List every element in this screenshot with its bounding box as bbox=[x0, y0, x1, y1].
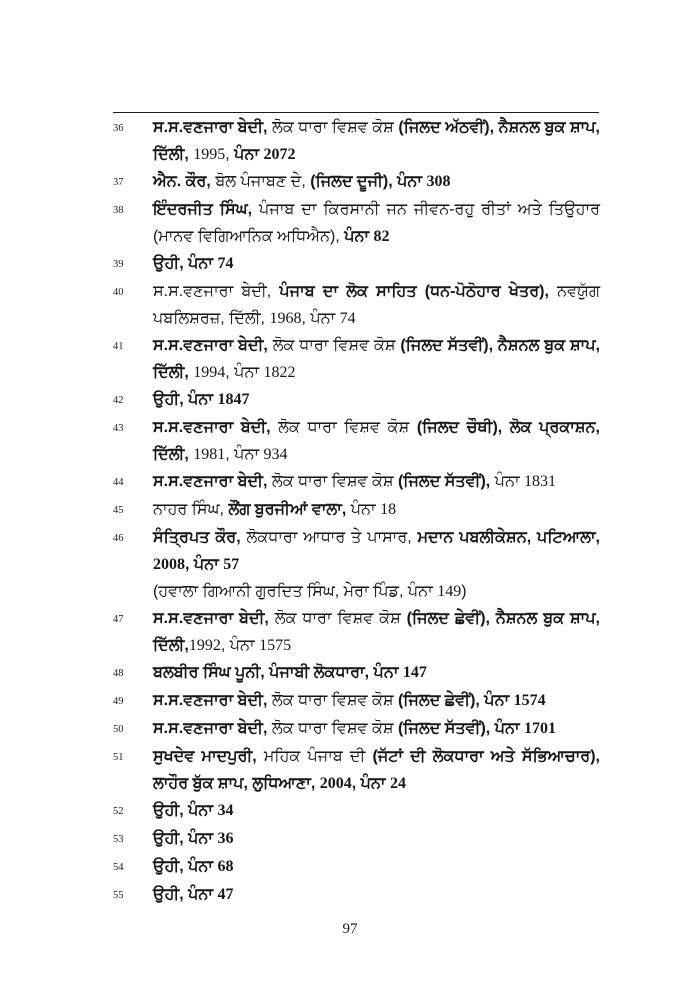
footnote-segment: ਮਹਿਕ ਪੰਜਾਬ ਦੀ bbox=[263, 748, 373, 765]
footnote-segment: ਐਨ. ਕੌਰ, bbox=[153, 173, 216, 190]
footnote-number: 38 bbox=[113, 205, 124, 216]
numeral: 308 bbox=[426, 173, 451, 190]
footnote-segment: ਬੋਲ ਪੰਜਾਬਣ ਦੇ, bbox=[215, 173, 311, 190]
footnote-segment: (ਜਿਲਦ ਛੇਵੀਂ), ਨੈਸ਼ਨਲ ਬੁਕ ਸ਼ਾਪ, ਦਿੱਲੀ, bbox=[153, 610, 601, 654]
footnote-paragraph bbox=[153, 332, 600, 386]
footnote-segment: ਲੋਕ ਧਾਰਾ ਵਿਸ਼ਵ ਕੋਸ਼ bbox=[271, 692, 398, 709]
footnote-text bbox=[153, 250, 600, 277]
footnote-segment: ਸੁਖਦੇਵ ਮਾਦਪੁਰੀ, bbox=[153, 748, 264, 765]
footnote-row bbox=[113, 196, 600, 250]
footnote-number: 43 bbox=[113, 423, 124, 434]
footnote-segment: ਲੋਕਧਾਰਾ ਆਧਾਰ ਤੇ ਪਾਸਾਰ, bbox=[246, 529, 418, 546]
numeral: 1981 bbox=[193, 446, 226, 463]
footnote-text bbox=[153, 114, 600, 168]
footnote-paragraph bbox=[153, 881, 600, 908]
footnote-paragraph bbox=[153, 468, 600, 495]
footnote-segment: ਲੋਕ ਧਾਰਾ ਵਿਸ਼ਵ ਕੋਸ਼ bbox=[274, 610, 407, 627]
footnote-segment: (ਹਵਾਲਾ ਗਿਆਨੀ ਗੁਰਦਿਤ ਸਿੰਘ, ਮੇਰਾ ਪਿੰਡ, ਪੰਨਾ 149) bbox=[153, 583, 467, 600]
footnote-row bbox=[113, 659, 600, 687]
numeral: 1995 bbox=[193, 146, 226, 163]
footnote-number: 49 bbox=[113, 696, 124, 707]
footnote-row bbox=[113, 114, 600, 168]
numeral: 1822 bbox=[263, 364, 296, 381]
footnote-segment: ਸ.ਸ.ਵਣਜਾਰਾ ਬੇਦੀ, bbox=[153, 692, 272, 709]
footnote-text bbox=[153, 605, 600, 659]
numeral: 149 bbox=[437, 583, 462, 600]
numeral: 2008 bbox=[153, 556, 185, 573]
footnote-segment: ਸ.ਸ.ਵਣਜਾਰਾ ਬੇਦੀ, bbox=[153, 119, 273, 136]
footnote-segment: ਮਦਾਨ ਪਬਲੀਕੇਸ਼ਨ, ਪਟਿਆਲਾ, 2008, ਪੰਨਾ 57 bbox=[153, 529, 600, 573]
footnote-number: 48 bbox=[113, 668, 124, 679]
footnote-number: 36 bbox=[113, 123, 124, 134]
footnote-number: 51 bbox=[113, 752, 124, 763]
footnote-text bbox=[153, 524, 600, 605]
footnote-segment: ਇੰਦਰਜੀਤ ਸਿੰਘ, bbox=[153, 201, 260, 218]
footnote-text bbox=[153, 496, 600, 523]
footnote-number: 41 bbox=[113, 341, 124, 352]
numeral: 82 bbox=[373, 228, 390, 245]
footnote-segment: ਲੋਕ ਧਾਰਾ ਵਿਸ਼ਵ ਕੋਸ਼ bbox=[271, 720, 398, 737]
numeral: 1701 bbox=[524, 720, 557, 737]
footnote-text bbox=[153, 687, 600, 714]
footnote-segment: ਸ.ਸ.ਵਣਜਾਰਾ ਬੇਦੀ, bbox=[153, 610, 275, 627]
footnote-paragraph bbox=[153, 278, 600, 332]
footnote-number: 39 bbox=[113, 259, 124, 270]
numeral: 24 bbox=[389, 775, 406, 792]
footnote-segment: ਉਹੀ, ਪੰਨਾ 47 bbox=[153, 886, 234, 903]
footnote-text bbox=[153, 468, 600, 495]
footnote-paragraph bbox=[153, 715, 600, 742]
footnote-text bbox=[153, 743, 600, 797]
footnote-segment: (ਜਿਲਦ ਅੱਠਵੀਂ), ਨੈਸ਼ਨਲ ਬੁਕ ਸ਼ਾਪ, ਦਿੱਲੀ, bbox=[153, 119, 600, 163]
footnote-row bbox=[113, 605, 600, 659]
footnote-segment: ਲੋਕ ਧਾਰਾ ਵਿਸ਼ਵ ਕੋਸ਼ bbox=[272, 337, 401, 354]
footnote-text bbox=[153, 168, 600, 195]
footnote-segment: (ਜੱਟਾਂ ਦੀ ਲੋਕਧਾਰਾ ਅਤੇ ਸੱਭਿਆਚਾਰ), ਲਾਹੌਰ ਬੁੱਕ ਸ਼ਾਪ, ਲੁਧਿਆਣਾ, 2004, ਪੰਨਾ 24 bbox=[153, 748, 600, 792]
footnote-paragraph bbox=[153, 168, 600, 195]
footnote-row bbox=[113, 250, 600, 278]
footnote-paragraph bbox=[153, 114, 600, 168]
footnote-segment: (ਜਿਲਦ ਚੌਥੀ), ਲੋਕ ਪ੍ਰਕਾਸ਼ਨ, ਦਿੱਲੀ, bbox=[153, 419, 600, 463]
footnote-row bbox=[113, 853, 600, 881]
footnote-segment: ਲੌਂਗ ਬੁਰਜੀਆਂ ਵਾਲਾ, bbox=[228, 501, 351, 518]
numeral: 36 bbox=[217, 830, 234, 847]
footnote-number: 54 bbox=[113, 862, 124, 873]
footnote-row bbox=[113, 715, 600, 743]
footnote-text bbox=[153, 881, 600, 908]
footnote-segment: ਪੰਜਾਬ ਦਾ ਕਿਰਸਾਨੀ ਜਨ ਜੀਵਨ-ਰਹੁ ਰੀਤਾਂ ਅਤੇ ਤਿਉਹਾਰ (ਮਾਨਵ ਵਿਗਿਆਨਿਕ ਅਧਿਐਨ), bbox=[153, 201, 601, 245]
footnote-row bbox=[113, 386, 600, 414]
footnote-segment: ਪੰਜਾਬ ਦਾ ਲੋਕ ਸਾਹਿਤ (ਧਨ-ਪੋਠੋਹਾਰ ਖੇਤਰ), bbox=[279, 283, 558, 300]
footnote-number: 46 bbox=[113, 533, 124, 544]
footnote-segment: (ਜਿਲਦ ਦੂਜੀ), ਪੰਨਾ 308 bbox=[310, 173, 451, 190]
footnote-number: 55 bbox=[113, 890, 124, 901]
numeral: 2004 bbox=[319, 775, 352, 792]
footnote-text bbox=[153, 715, 600, 742]
numeral: 1992 bbox=[188, 637, 221, 654]
footnote-segment: (ਜਿਲਦ ਸੱਤਵੀਂ), ਨੈਸ਼ਨਲ ਬੁਕ ਸ਼ਾਪ, ਦਿੱਲੀ, bbox=[153, 337, 600, 381]
numeral: 68 bbox=[217, 858, 234, 875]
footnote-row bbox=[113, 524, 600, 605]
footnote-text bbox=[153, 797, 600, 824]
footnote-segment: ਪੰਨਾ 82 bbox=[344, 228, 390, 245]
footnote-paragraph bbox=[153, 250, 600, 277]
footnote-text bbox=[153, 332, 600, 386]
footnote-segment: ਨਾਹਰ ਸਿੰਘ, bbox=[153, 501, 229, 518]
footnote-paragraph bbox=[153, 524, 600, 578]
numeral: 934 bbox=[263, 446, 288, 463]
footnote-paragraph bbox=[153, 825, 600, 852]
numeral: 74 bbox=[217, 255, 234, 272]
footnote-number: 53 bbox=[113, 834, 124, 845]
footnote-segment: ਉਹੀ, ਪੰਨਾ 68 bbox=[153, 858, 234, 875]
footnote-number: 45 bbox=[113, 505, 124, 516]
footnote-segment: ਲੋਕ ਧਾਰਾ ਵਿਸ਼ਵ ਕੋਸ਼ bbox=[271, 473, 398, 490]
footnote-segment: ਨਵਯੁੱਗ ਪਬਲਿਸ਼ਰਜ਼, ਦਿੱਲੀ, 1968, ਪੰਨਾ 74 bbox=[153, 283, 600, 327]
numeral: 1968 bbox=[269, 310, 302, 327]
footnote-number: 40 bbox=[113, 287, 124, 298]
footnote-segment: (ਜਿਲਦ ਸੱਤਵੀਂ), bbox=[397, 473, 495, 490]
footnote-list bbox=[113, 114, 600, 909]
footnote-segment: (ਜਿਲਦ ਸੱਤਵੀਂ), ਪੰਨਾ 1701 bbox=[397, 720, 557, 737]
footnote-number: 52 bbox=[113, 806, 124, 817]
footnote-segment: ਲੋਕ ਧਾਰਾ ਵਿਸ਼ਵ ਕੋਸ਼ bbox=[272, 119, 399, 136]
footnote-paragraph bbox=[153, 386, 600, 413]
footnote-segment: 1981, ਪੰਨਾ 934 bbox=[193, 446, 288, 463]
numeral: 1831 bbox=[524, 473, 557, 490]
numeral: 1575 bbox=[259, 637, 292, 654]
footnote-segment: 1995, bbox=[193, 146, 235, 163]
footnote-segment: ਉਹੀ, ਪੰਨਾ 74 bbox=[153, 255, 234, 272]
numeral: 1994 bbox=[193, 364, 226, 381]
footnote-segment: ਸ.ਸ.ਵਣਜਾਰਾ ਬੇਦੀ, bbox=[153, 283, 280, 300]
footnote-subnote-paragraph bbox=[153, 578, 600, 605]
footnote-segment: ਉਹੀ, ਪੰਨਾ 36 bbox=[153, 830, 234, 847]
footnote-segment: 1992, ਪੰਨਾ 1575 bbox=[188, 637, 292, 654]
numeral: 1847 bbox=[217, 391, 250, 408]
footnote-segment: ਸ.ਸ.ਵਣਜਾਰਾ ਬੇਦੀ, bbox=[153, 337, 273, 354]
footnote-paragraph bbox=[153, 743, 600, 797]
footnote-row bbox=[113, 278, 600, 332]
footnote-text bbox=[153, 659, 600, 686]
footnote-row bbox=[113, 496, 600, 524]
footnote-segment: ਪੰਨਾ 18 bbox=[350, 501, 397, 518]
footnote-number: 42 bbox=[113, 395, 124, 406]
footnote-row bbox=[113, 687, 600, 715]
footnote-segment: (ਜਿਲਦ ਛੇਵੀਂ), ਪੰਨਾ 1574 bbox=[397, 692, 546, 709]
footnote-paragraph bbox=[153, 196, 600, 250]
footnote-text bbox=[153, 853, 600, 880]
footnote-number: 47 bbox=[113, 614, 124, 625]
footnote-paragraph bbox=[153, 605, 600, 659]
footnote-segment: ਸ.ਸ.ਵਣਜਾਰਾ ਬੇਦੀ, bbox=[153, 720, 272, 737]
footnote-segment: ਸ.ਸ.ਵਣਜਾਰਾ ਬੇਦੀ, bbox=[153, 419, 279, 436]
footnote-paragraph bbox=[153, 496, 600, 523]
numeral: 2072 bbox=[263, 146, 296, 163]
footnote-text bbox=[153, 386, 600, 413]
footnote-row bbox=[113, 797, 600, 825]
footnote-paragraph bbox=[153, 414, 600, 468]
footnote-paragraph bbox=[153, 797, 600, 824]
footnote-text bbox=[153, 278, 600, 332]
footnote-segment: ਸੰਤ੍ਰਿਪਤ ਕੌਰ, bbox=[153, 529, 247, 546]
footnote-segment: ਉਹੀ, ਪੰਨਾ 34 bbox=[153, 802, 234, 819]
footnote-segment: ਲੋਕ ਧਾਰਾ ਵਿਸ਼ਵ ਕੋਸ਼ bbox=[278, 419, 417, 436]
footnote-segment: ਸ.ਸ.ਵਣਜਾਰਾ ਬੇਦੀ, bbox=[153, 473, 272, 490]
footnote-segment: ਪੰਨਾ 2072 bbox=[234, 146, 296, 163]
footnote-row bbox=[113, 168, 600, 196]
footnote-segment: ਬਲਬੀਰ ਸਿੰਘ ਪੂਨੀ, ਪੰਜਾਬੀ ਲੋਕਧਾਰਾ, ਪੰਨਾ 147 bbox=[153, 664, 427, 681]
footnote-number: 44 bbox=[113, 477, 124, 488]
footnote-paragraph bbox=[153, 687, 600, 714]
footnote-paragraph bbox=[153, 659, 600, 686]
footnote-segment: ਉਹੀ, ਪੰਨਾ 1847 bbox=[153, 391, 250, 408]
numeral: 57 bbox=[223, 556, 240, 573]
numeral: 18 bbox=[380, 501, 397, 518]
footnote-number: 37 bbox=[113, 177, 124, 188]
footnote-text bbox=[153, 414, 600, 468]
footnote-separator-rule bbox=[113, 112, 599, 113]
footnote-row bbox=[113, 743, 600, 797]
footnote-text bbox=[153, 196, 600, 250]
footnote-row bbox=[113, 468, 600, 496]
footnote-row bbox=[113, 332, 600, 386]
footnote-number: 50 bbox=[113, 724, 124, 735]
numeral: 74 bbox=[339, 310, 356, 327]
footnote-row bbox=[113, 881, 600, 909]
footnote-row bbox=[113, 414, 600, 468]
footnote-segment: ਪੰਨਾ 1831 bbox=[494, 473, 557, 490]
footnote-paragraph bbox=[153, 853, 600, 880]
footnote-text bbox=[153, 825, 600, 852]
footnote-segment: 1994, ਪੰਨਾ 1822 bbox=[193, 364, 296, 381]
page-number: 97 bbox=[342, 921, 358, 937]
numeral: 147 bbox=[402, 664, 427, 681]
numeral: 34 bbox=[217, 802, 234, 819]
numeral: 1574 bbox=[513, 692, 546, 709]
numeral: 47 bbox=[217, 886, 234, 903]
footnote-row bbox=[113, 825, 600, 853]
